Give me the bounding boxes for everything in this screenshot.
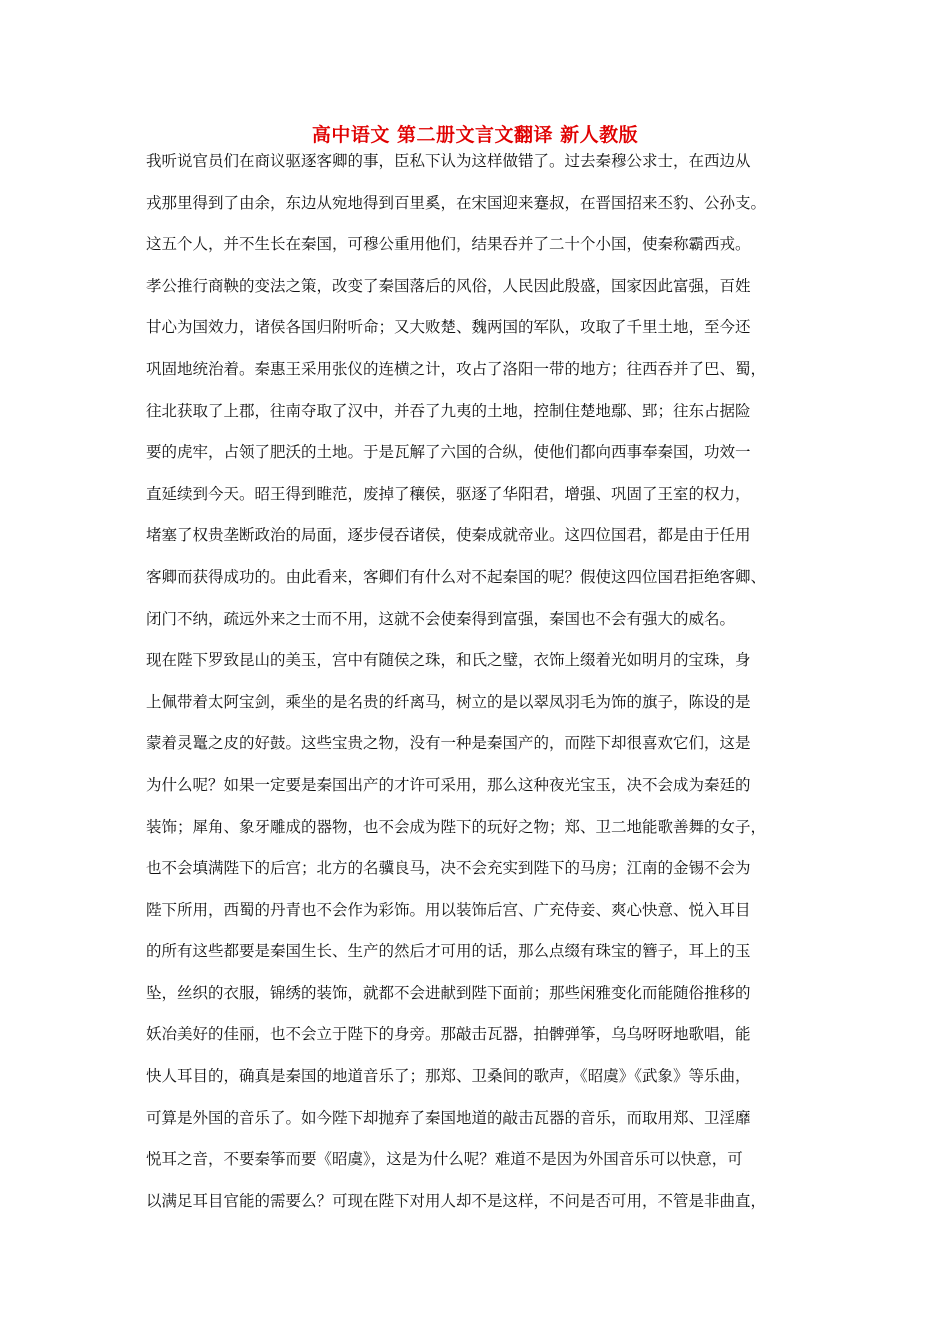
text-line: 这五个人，并不生长在秦国，可穆公重用他们，结果吞并了二十个小国，使秦称霸西戎。 [146,235,751,254]
text-line: 快人耳目的，确真是秦国的地道音乐了；那郑、卫桑间的歌声，《昭虞》《武象》等乐曲， [146,1067,751,1086]
text-line: 现在陛下罗致昆山的美玉，宫中有随侯之珠，和氏之璧，衣饰上缀着光如明月的宝珠，身 [146,651,751,670]
text-line: 妖冶美好的佳丽，也不会立于陛下的身旁。那敲击瓦器，拍髀弹筝，乌乌呀呀地歌唱，能 [146,1025,751,1044]
document-title: 高中语文 第二册文言文翻译 新人教版 [311,124,639,146]
text-line: 要的虎牢，占领了肥沃的土地。于是瓦解了六国的合纵，使他们都向西事奉秦国，功效一 [146,443,751,462]
text-line: 孝公推行商鞅的变法之策，改变了秦国落后的风俗，人民因此殷盛，国家因此富强，百姓 [146,276,751,295]
text-line: 巩固地统治着。秦惠王采用张仪的连横之计，攻占了洛阳一带的地方；往西吞并了巴、蜀， [146,359,767,378]
text-line: 陛下所用，西蜀的丹青也不会作为彩饰。用以装饰后宫、广充侍妾、爽心快意、悦入耳目 [146,900,751,919]
text-line: 甘心为国效力，诸侯各国归附听命；又大败楚、魏两国的军队，攻取了千里土地，至今还 [146,318,751,337]
text-line: 以满足耳目官能的需要么？可现在陛下对用人却不是这样，不问是否可用，不管是非曲直， [146,1191,767,1210]
text-line: 往北获取了上郡，往南夺取了汉中，并吞了九夷的土地，控制住楚地鄢、郢；往东占据险 [146,401,751,420]
text-line: 坠，丝织的衣服，锦绣的装饰，就都不会进献到陛下面前；那些闲雅变化而能随俗推移的 [146,983,751,1002]
text-line: 的所有这些都要是秦国生长、生产的然后才可用的话，那么点缀有珠宝的簪子，耳上的玉 [146,942,751,961]
text-line: 直延续到今天。昭王得到睢范，废掉了穰侯，驱逐了华阳君，增强、巩固了王室的权力， [146,484,751,503]
text-line: 可算是外国的音乐了。如今陛下却抛弃了秦国地道的敲击瓦器的音乐，而取用郑、卫淫靡 [146,1108,751,1127]
text-line: 为什么呢？如果一定要是秦国出产的才许可采用，那么这种夜光宝玉，决不会成为秦廷的 [146,775,751,794]
text-line: 堵塞了权贵垄断政治的局面，逐步侵吞诸侯，使秦成就帝业。这四位国君，都是由于任用 [146,526,751,545]
text-line: 也不会填满陛下的后宫；北方的名骥良马，决不会充实到陛下的马房；江南的金锡不会为 [146,859,751,878]
text-line: 我听说官员们在商议驱逐客卿的事，臣私下认为这样做错了。过去秦穆公求士，在西边从 [146,152,751,170]
text-line: 闭门不纳，疏远外来之士而不用，这就不会使秦得到富强，秦国也不会有强大的威名。 [146,609,736,628]
text-line: 上佩带着太阿宝剑，乘坐的是名贵的纤离马，树立的是以翠凤羽毛为饰的旗子，陈设的是 [146,692,751,711]
text-line: 客卿而获得成功的。由此看来，客卿们有什么对不起秦国的呢？假使这四位国君拒绝客卿、 [146,567,767,586]
text-line: 蒙着灵鼍之皮的好鼓。这些宝贵之物，没有一种是秦国产的，而陛下却很喜欢它们，这是 [146,734,751,753]
text-line: 戎那里得到了由余，东边从宛地得到百里奚，在宋国迎来蹇叔，在晋国招来丕豹、公孙支。 [146,193,767,212]
text-line: 悦耳之音，不要秦筝而要《昭虞》，这是为什么呢？难道不是因为外国音乐可以快意，可 [146,1150,743,1169]
text-line: 装饰；犀角、象牙雕成的器物，也不会成为陛下的玩好之物；郑、卫二地能歌善舞的女子， [146,817,767,836]
document-body [146,151,816,1232]
